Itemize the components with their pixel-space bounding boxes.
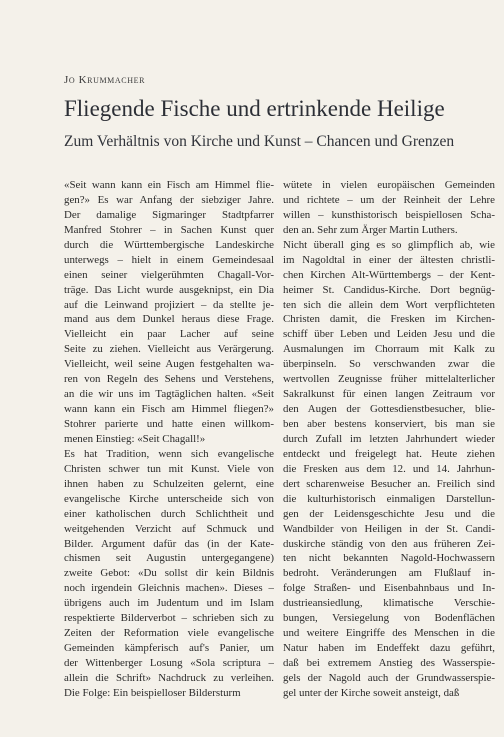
text-line: gen?» Es war Anfang der siebziger Jahre. xyxy=(64,193,274,206)
text-line: Bilder. Argument dafür das (in der Kate- xyxy=(64,537,274,550)
text-line: entdeckt und freigelegt hat. Heute ziehen xyxy=(283,447,495,460)
text-line: Vielleicht, weil seine Augen festgehalten wa- xyxy=(64,358,274,371)
text-line: wann kann ein Fisch am Himmel fliegen?» xyxy=(64,403,274,416)
text-line: der Wittenberger Losung «Sola scriptura – xyxy=(64,657,274,670)
text-line: menen Einstieg: «Seit Chagall!» xyxy=(64,432,206,445)
text-line: wertvollen Zeugnisse früher mittelalterlicher xyxy=(283,373,495,386)
text-line: und weitere Eingriffe des Menschen in die xyxy=(283,627,495,640)
text-line: überpinseln. So verschwanden zwar die xyxy=(283,358,495,371)
text-line: ren von Regeln des Sehens und Verstehens, xyxy=(64,373,274,386)
text-line: folge Straßen- und Eisenbahnbaus und In- xyxy=(283,582,495,595)
text-line: Wandbilder von Heiligen in der St. Candi- xyxy=(283,522,495,535)
text-line: unterwegs – hielt in einem Gemeindesaal xyxy=(64,253,274,266)
text-line: respektierte Bilderverbot – schrieben sich zu xyxy=(64,612,274,625)
text-line: ten sich die allein dem Wort verpflichteten xyxy=(283,298,495,311)
text-line: gel unter der Kirche soweit ansteigt, daß xyxy=(283,686,460,699)
text-line: allein die Schrift» Nachdruck zu verleihen. xyxy=(64,671,274,684)
text-column-right xyxy=(283,178,495,701)
text-line: schiff über Leben und Leiden Jesu und die xyxy=(283,328,495,341)
text-line: Ausmalungen im Chorraum mit Kalk zu xyxy=(283,343,495,356)
text-line: übrigens auch im Judentum und im Islam xyxy=(64,597,274,610)
text-line: evangelische Kirche unterscheide sich von xyxy=(64,492,274,505)
text-line: den an. Sehr zum Ärger Martin Luthers. xyxy=(283,223,458,236)
text-line: einen seiner vielgerühmten Chagall-Vor- xyxy=(64,268,274,281)
text-line: chen Kirchen Alt-Württembergs – der Kent- xyxy=(283,268,495,281)
text-line: chismen seit Augustin untergegangene) xyxy=(64,552,274,565)
text-line: heimer St. Candidus-Kirche. Dort begnüg- xyxy=(283,283,495,296)
text-line: dert scharenweise Besucher an. Freilich sind xyxy=(283,477,495,490)
text-line: willen – kunsthistorisch beispiellosen Scha- xyxy=(283,208,495,221)
text-line: mand aus dem Dunkel heraus diese Frage. xyxy=(64,313,274,326)
text-line: ben aber bestens konserviert, bis man sie xyxy=(283,418,495,431)
text-line: Es hat Tradition, wenn sich evangelische xyxy=(64,447,274,460)
text-line: «Seit wann kann ein Fisch am Himmel flie- xyxy=(64,179,274,191)
text-line: ihnen haben zu Schulzeiten gelernt, eine xyxy=(64,477,274,490)
text-line: im Nagoldtal in einer der ältesten christli- xyxy=(283,253,495,266)
article-title: Fliegende Fische und ertrinkende Heilige xyxy=(64,96,445,121)
text-line: Sakralkunst für einen langen Zeitraum vor xyxy=(283,388,495,401)
text-line: noch irgendein Gleichnis machen». Dieses – xyxy=(64,582,274,595)
text-line: gels der Nagold auch der Grundwasserspie- xyxy=(283,671,495,684)
text-line: Zeiten der Reformation viele evangelische xyxy=(64,627,274,640)
text-line: Seite zu ziehen. Vielleicht aus Verärgerung. xyxy=(64,343,274,356)
text-line: Vielleicht ein paar Lacher auf seine xyxy=(64,328,274,341)
text-line: Nicht überall ging es so glimpflich ab, wie xyxy=(283,238,495,251)
text-line: einer katholischen durch Schlichtheit und xyxy=(64,507,274,520)
text-line: weitgehenden Verzicht auf Schmuck und xyxy=(64,522,274,535)
text-line: Stohrer parierte und hatte einen willkom- xyxy=(64,418,274,430)
text-line: den Augen der Gottesdienstbesucher, blie- xyxy=(283,403,495,416)
text-line: die kulturhistorisch einmaligen Darstellun- xyxy=(283,492,495,505)
text-line: träge. Das Licht wurde ausgeknipst, ein Dia xyxy=(64,283,274,296)
article-subtitle: Zum Verhältnis von Kirche und Kunst – Chancen und Grenzen xyxy=(64,133,455,150)
text-line: durch Zufall im letzten Jahrhundert wieder xyxy=(283,432,495,445)
text-line: dustrieansiedlung, klimatische Verschie- xyxy=(283,597,495,610)
text-line: Natur haben im Endeffekt dazu geführt, xyxy=(283,642,495,655)
text-line: ten nicht bekannten Nagold-Hochwassern xyxy=(283,552,495,565)
text-line: durch die Württembergische Landeskirche xyxy=(64,238,274,251)
text-line: gen der Leidensgeschichte Jesu und die xyxy=(283,507,495,520)
text-line: Manfred Stohrer – in Sachen Kunst quer xyxy=(64,223,274,236)
text-line: bedroht. Veränderungen am Flußlauf in- xyxy=(283,567,495,580)
text-line: Christen damit, die Fresken im Kirchen- xyxy=(283,313,495,326)
text-line: daß bei extremem Anstieg des Wasserspie- xyxy=(283,657,495,670)
text-line: duskirche ständig von den aus früheren Zei- xyxy=(283,537,495,550)
text-line: zweite Gebot: «Du sollst dir kein Bildnis xyxy=(64,567,274,580)
text-column-left xyxy=(64,178,274,701)
text-line: wütete in vielen europäischen Gemeinden xyxy=(283,179,495,191)
text-line: Der damalige Sigmaringer Stadtpfarrer xyxy=(64,208,274,221)
text-line: bungen, Versiegelung von Bodenflächen xyxy=(283,612,495,625)
text-line: die Fresken aus dem 12. und 14. Jahrhun- xyxy=(283,462,495,475)
author-name: Jo Krummacher xyxy=(64,74,146,86)
text-line: und richtete – um der Reinheit der Lehre xyxy=(283,193,495,206)
text-line: an die wir uns im Tagtäglichen halten. «Seit xyxy=(64,388,274,401)
text-line: Die Folge: Ein beispielloser Bildersturm xyxy=(64,686,241,699)
text-line: auf die Leinwand projiziert – da stellte je- xyxy=(64,298,274,311)
text-line: Christen schwer tun mit Kunst. Viele von xyxy=(64,462,274,475)
text-line: Gemeinden kämpferisch auf's Panier, um xyxy=(64,642,274,655)
